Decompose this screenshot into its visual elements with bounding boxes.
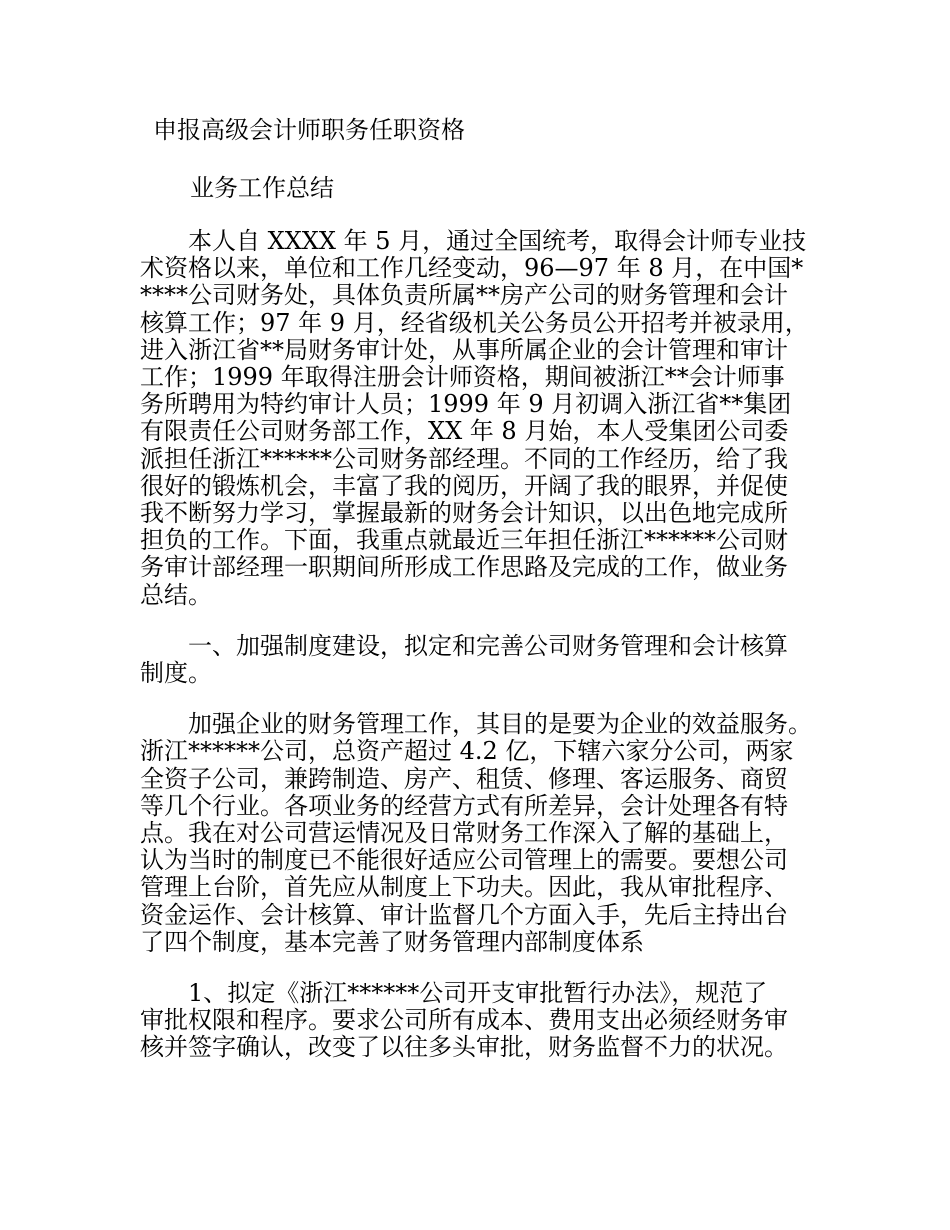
paragraph-line: 资金运作、会计核算、审计监督几个方面入手，先后主持出台 [140, 900, 788, 929]
paragraph-line: 核并签字确认，改变了以往多头审批，财务监督不力的状况。 [140, 1033, 788, 1062]
paragraph-line: 我不断努力学习，掌握最新的财务会计知识，以出色地完成所 [140, 499, 788, 528]
paragraph-line: ****公司财务处，具体负责所属**房产公司的财务管理和会计 [140, 281, 788, 310]
paragraph-line: 管理上台阶，首先应从制度上下功夫。因此，我从审批程序、 [140, 873, 788, 902]
paragraph-line: 务审计部经理一职期间所形成工作思路及完成的工作，做业务 [140, 553, 788, 582]
paragraph-line: 1、拟定《浙江******公司开支审批暂行办法》，规范了 [188, 979, 768, 1008]
document-title: 申报高级会计师职务任职资格 [153, 116, 465, 144]
document-subtitle: 业务工作总结 [190, 174, 334, 202]
paragraph-line: 制度。 [140, 659, 212, 688]
paragraph-line: 点。我在对公司营运情况及日常财务工作深入了解的基础上， [140, 819, 788, 848]
paragraph-list [140, 228, 830, 1062]
paragraph-line: 进入浙江省**局财务审计处，从事所属企业的会计管理和审计 [140, 335, 788, 364]
paragraph-line: 本人自 XXXX 年 5 月，通过全国统考，取得会计师专业技 [188, 227, 807, 255]
paragraph-line: 总结。 [140, 580, 212, 609]
paragraph [140, 980, 830, 1062]
paragraph [140, 711, 830, 956]
paragraph-line: 等几个行业。各项业务的经营方式有所差异，会计处理各有特 [140, 791, 788, 820]
paragraph-line: 核算工作；97 年 9 月，经省级机关公务员公开招考并被录用， [140, 308, 809, 337]
paragraph-line: 审批权限和程序。要求公司所有成本、费用支出必须经财务审 [140, 1006, 788, 1035]
paragraph-line: 很好的锻炼机会，丰富了我的阅历，开阔了我的眼界，并促使 [140, 471, 788, 500]
paragraph-line: 派担任浙江******公司财务部经理。不同的工作经历，给了我 [140, 444, 788, 473]
paragraph-line: 有限责任公司财务部工作，XX 年 8 月始，本人受集团公司委 [140, 417, 789, 446]
paragraph-line: 认为当时的制度已不能很好适应公司管理上的需要。要想公司 [140, 846, 788, 875]
paragraph-line: 了四个制度，基本完善了财务管理内部制度体系 [140, 927, 644, 956]
paragraph-line: 全资子公司，兼跨制造、房产、租赁、修理、客运服务、商贸 [140, 764, 788, 793]
paragraph-line: 浙江******公司，总资产超过 4.2 亿，下辖六家分公司，两家 [140, 737, 794, 766]
paragraph-line: 一、加强制度建设，拟定和完善公司财务管理和会计核算 [188, 631, 788, 660]
paragraph-line: 工作；1999 年取得注册会计师资格，期间被浙江**会计师事 [140, 363, 785, 392]
paragraph-line: 加强企业的财务管理工作，其目的是要为企业的效益服务。 [188, 710, 812, 739]
paragraph-line: 务所聘用为特约审计人员；1999 年 9 月初调入浙江省**集团 [140, 390, 792, 419]
paragraph [140, 633, 830, 687]
document-body [140, 112, 830, 1086]
paragraph [140, 228, 830, 609]
paragraph-line: 术资格以来，单位和工作几经变动，96—97 年 8 月，在中国* [140, 254, 804, 283]
paragraph-line: 担负的工作。下面，我重点就最近三年担任浙江******公司财 [140, 526, 788, 555]
